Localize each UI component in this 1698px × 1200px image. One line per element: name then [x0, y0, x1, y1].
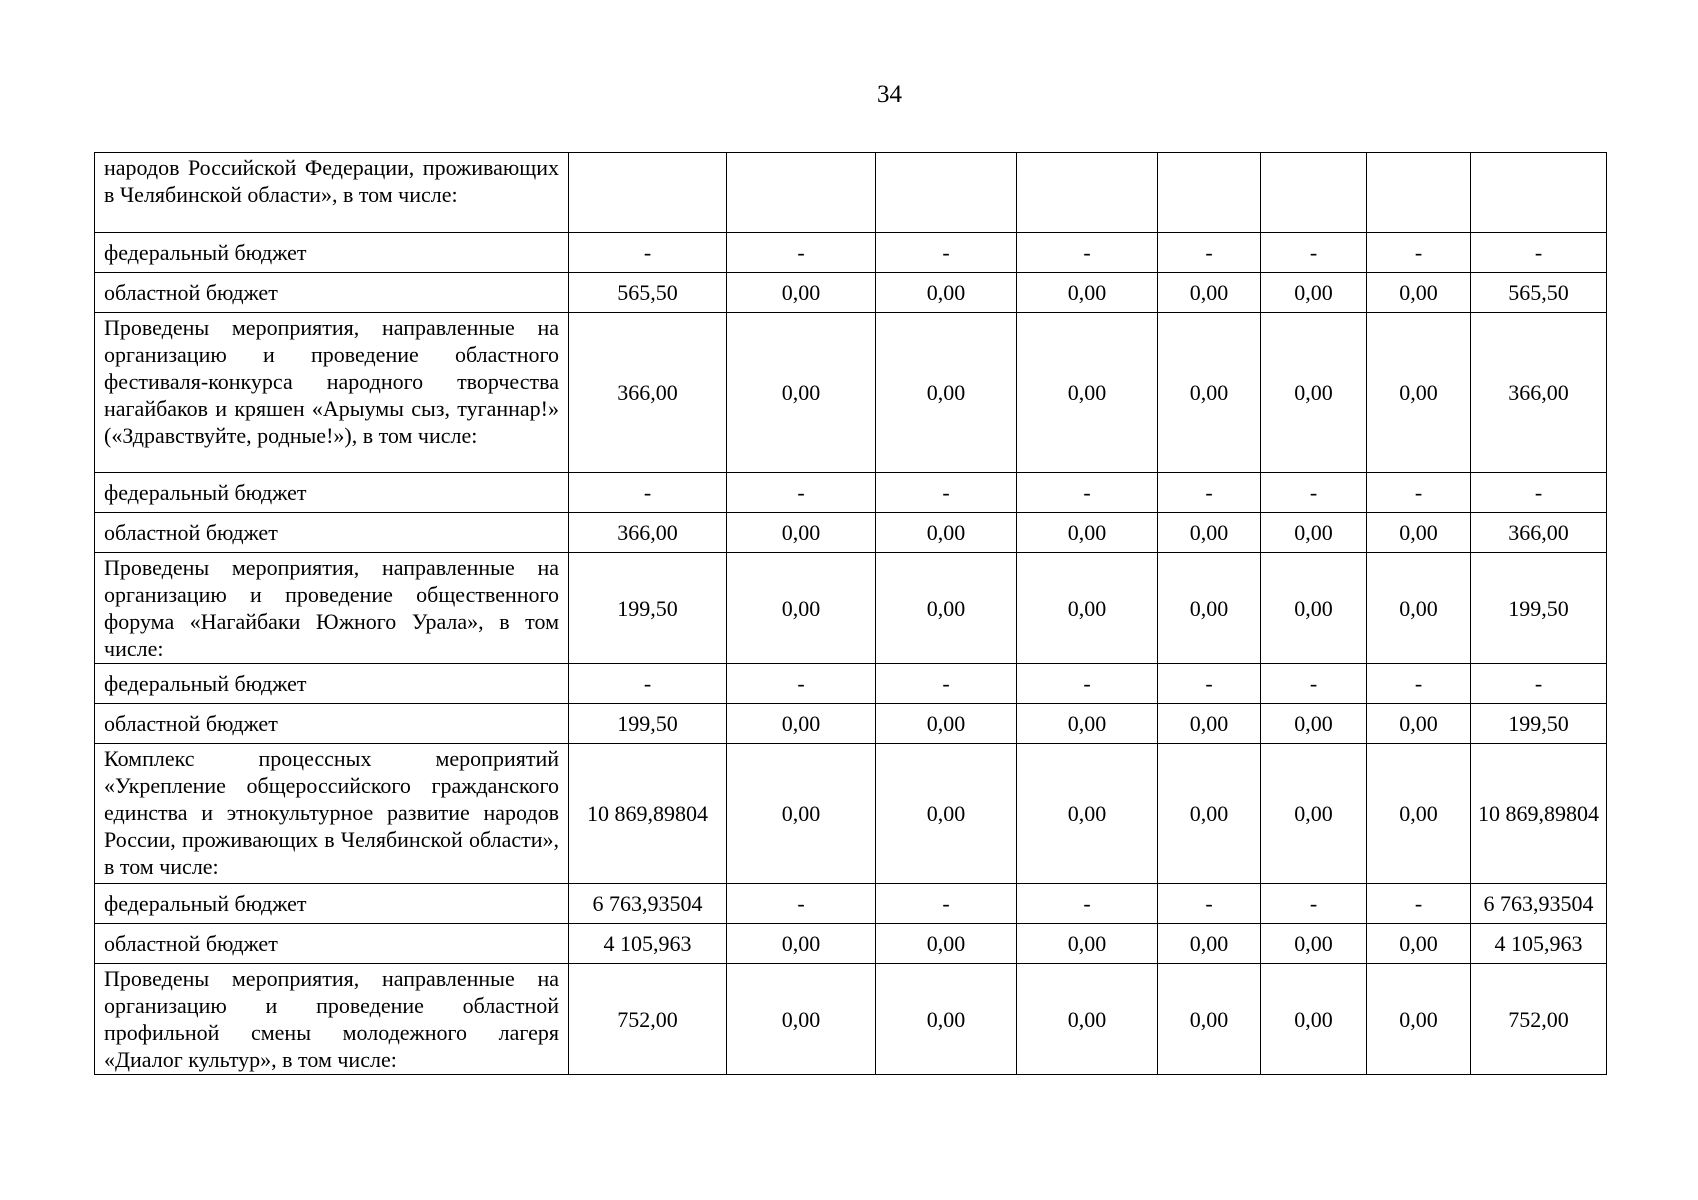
row-description: федеральный бюджет: [95, 233, 569, 273]
value-cell: 0,00: [1017, 553, 1158, 664]
value-cell: 0,00: [1158, 513, 1261, 553]
value-cell: 0,00: [727, 553, 876, 664]
row-description: Проведены мероприятия, направленные на организацию и проведение областного фестиваля-конкурса народного творчества нагайбаков и кряшен «Арыумы сыз, туганнар!» («Здравствуйте, родные!»), в том числе:: [95, 313, 569, 473]
value-cell: 752,00: [569, 964, 727, 1075]
value-cell: 6 763,93504: [1471, 884, 1607, 924]
value-cell: 0,00: [1158, 964, 1261, 1075]
value-cell: 0,00: [876, 513, 1017, 553]
value-cell: 0,00: [1261, 744, 1367, 884]
value-cell: 0,00: [1017, 744, 1158, 884]
value-cell: 0,00: [1367, 273, 1471, 313]
table-row: [95, 473, 1607, 513]
row-description: Проведены мероприятия, направленные на организацию и проведение общественного форума «Нагайбаки Южного Урала», в том числе:: [95, 553, 569, 664]
value-cell: 6 763,93504: [569, 884, 727, 924]
value-cell: 0,00: [876, 313, 1017, 473]
value-cell: -: [1158, 664, 1261, 704]
row-description: Комплекс процессных мероприятий «Укрепление общероссийского гражданского единства и этнокультурное развитие народов России, проживающих в Челябинской области», в том числе:: [95, 744, 569, 884]
row-description: областной бюджет: [95, 513, 569, 553]
value-cell: 0,00: [1261, 313, 1367, 473]
value-cell: -: [876, 664, 1017, 704]
table-row: [95, 704, 1607, 744]
value-cell: -: [1017, 473, 1158, 513]
value-cell: 0,00: [727, 744, 876, 884]
value-cell: [1017, 153, 1158, 233]
value-cell: -: [1017, 884, 1158, 924]
value-cell: 0,00: [1367, 964, 1471, 1075]
value-cell: -: [1158, 473, 1261, 513]
table-row: [95, 664, 1607, 704]
value-cell: 0,00: [1367, 313, 1471, 473]
value-cell: 0,00: [1017, 313, 1158, 473]
table-row: [95, 884, 1607, 924]
page-number: 34: [877, 81, 902, 108]
row-description: Проведены мероприятия, направленные на организацию и проведение областной профильной смены молодежного лагеря «Диалог культур», в том числе:: [95, 964, 569, 1075]
value-cell: 0,00: [727, 513, 876, 553]
value-cell: [876, 153, 1017, 233]
table-row: [95, 233, 1607, 273]
table-row: [95, 964, 1607, 1075]
value-cell: 0,00: [876, 553, 1017, 664]
value-cell: 0,00: [876, 273, 1017, 313]
value-cell: 0,00: [876, 924, 1017, 964]
value-cell: 565,50: [1471, 273, 1607, 313]
value-cell: 0,00: [1261, 704, 1367, 744]
row-description: федеральный бюджет: [95, 473, 569, 513]
value-cell: -: [1367, 884, 1471, 924]
value-cell: -: [1261, 233, 1367, 273]
value-cell: 366,00: [569, 513, 727, 553]
value-cell: -: [1367, 473, 1471, 513]
row-description: федеральный бюджет: [95, 884, 569, 924]
value-cell: -: [876, 473, 1017, 513]
value-cell: -: [876, 884, 1017, 924]
value-cell: 4 105,963: [569, 924, 727, 964]
row-description: областной бюджет: [95, 924, 569, 964]
value-cell: [727, 153, 876, 233]
value-cell: -: [1017, 664, 1158, 704]
value-cell: -: [1471, 233, 1607, 273]
value-cell: -: [1261, 664, 1367, 704]
value-cell: 0,00: [1158, 704, 1261, 744]
value-cell: 0,00: [1261, 273, 1367, 313]
value-cell: -: [727, 233, 876, 273]
table-row: [95, 273, 1607, 313]
value-cell: [1261, 153, 1367, 233]
value-cell: -: [569, 664, 727, 704]
row-description: федеральный бюджет: [95, 664, 569, 704]
value-cell: 10 869,89804: [1471, 744, 1607, 884]
value-cell: 366,00: [1471, 513, 1607, 553]
value-cell: -: [727, 884, 876, 924]
value-cell: 0,00: [876, 704, 1017, 744]
value-cell: 0,00: [1261, 553, 1367, 664]
value-cell: 0,00: [1367, 553, 1471, 664]
row-description: областной бюджет: [95, 704, 569, 744]
value-cell: 0,00: [1261, 964, 1367, 1075]
table-row: [95, 924, 1607, 964]
value-cell: 10 869,89804: [569, 744, 727, 884]
value-cell: -: [1158, 233, 1261, 273]
value-cell: 0,00: [1158, 744, 1261, 884]
value-cell: 0,00: [727, 313, 876, 473]
row-description: областной бюджет: [95, 273, 569, 313]
row-description: народов Российской Федерации, проживающих в Челябинской области», в том числе:: [95, 153, 569, 233]
value-cell: 0,00: [1158, 273, 1261, 313]
table-row: [95, 313, 1607, 473]
value-cell: 366,00: [569, 313, 727, 473]
value-cell: -: [1367, 233, 1471, 273]
value-cell: -: [727, 473, 876, 513]
value-cell: -: [1261, 473, 1367, 513]
value-cell: 4 105,963: [1471, 924, 1607, 964]
value-cell: 0,00: [1367, 744, 1471, 884]
value-cell: -: [1261, 884, 1367, 924]
value-cell: 0,00: [1261, 924, 1367, 964]
value-cell: -: [1017, 233, 1158, 273]
value-cell: 199,50: [1471, 553, 1607, 664]
value-cell: -: [1471, 473, 1607, 513]
table-body: [95, 153, 1607, 1075]
value-cell: 0,00: [727, 704, 876, 744]
value-cell: 0,00: [727, 924, 876, 964]
value-cell: 199,50: [1471, 704, 1607, 744]
value-cell: -: [569, 473, 727, 513]
table-row: [95, 513, 1607, 553]
value-cell: -: [1367, 664, 1471, 704]
value-cell: 565,50: [569, 273, 727, 313]
value-cell: 0,00: [727, 273, 876, 313]
value-cell: [569, 153, 727, 233]
table-row: [95, 553, 1607, 664]
value-cell: 0,00: [1017, 964, 1158, 1075]
value-cell: -: [1158, 884, 1261, 924]
value-cell: 0,00: [1367, 704, 1471, 744]
value-cell: -: [1471, 664, 1607, 704]
value-cell: 0,00: [1261, 513, 1367, 553]
value-cell: 0,00: [1017, 513, 1158, 553]
value-cell: 0,00: [1017, 273, 1158, 313]
table-row: [95, 744, 1607, 884]
budget-table: [94, 152, 1607, 1075]
value-cell: 0,00: [1367, 513, 1471, 553]
value-cell: 752,00: [1471, 964, 1607, 1075]
value-cell: 0,00: [727, 964, 876, 1075]
value-cell: [1158, 153, 1261, 233]
table-row: [95, 153, 1607, 233]
value-cell: 366,00: [1471, 313, 1607, 473]
value-cell: -: [876, 233, 1017, 273]
value-cell: 0,00: [1017, 924, 1158, 964]
value-cell: 0,00: [1158, 553, 1261, 664]
value-cell: 0,00: [876, 964, 1017, 1075]
value-cell: [1471, 153, 1607, 233]
value-cell: 0,00: [1158, 313, 1261, 473]
value-cell: 0,00: [1158, 924, 1261, 964]
value-cell: 199,50: [569, 704, 727, 744]
value-cell: -: [727, 664, 876, 704]
value-cell: 0,00: [1367, 924, 1471, 964]
value-cell: -: [569, 233, 727, 273]
value-cell: [1367, 153, 1471, 233]
value-cell: 199,50: [569, 553, 727, 664]
value-cell: 0,00: [876, 744, 1017, 884]
value-cell: 0,00: [1017, 704, 1158, 744]
